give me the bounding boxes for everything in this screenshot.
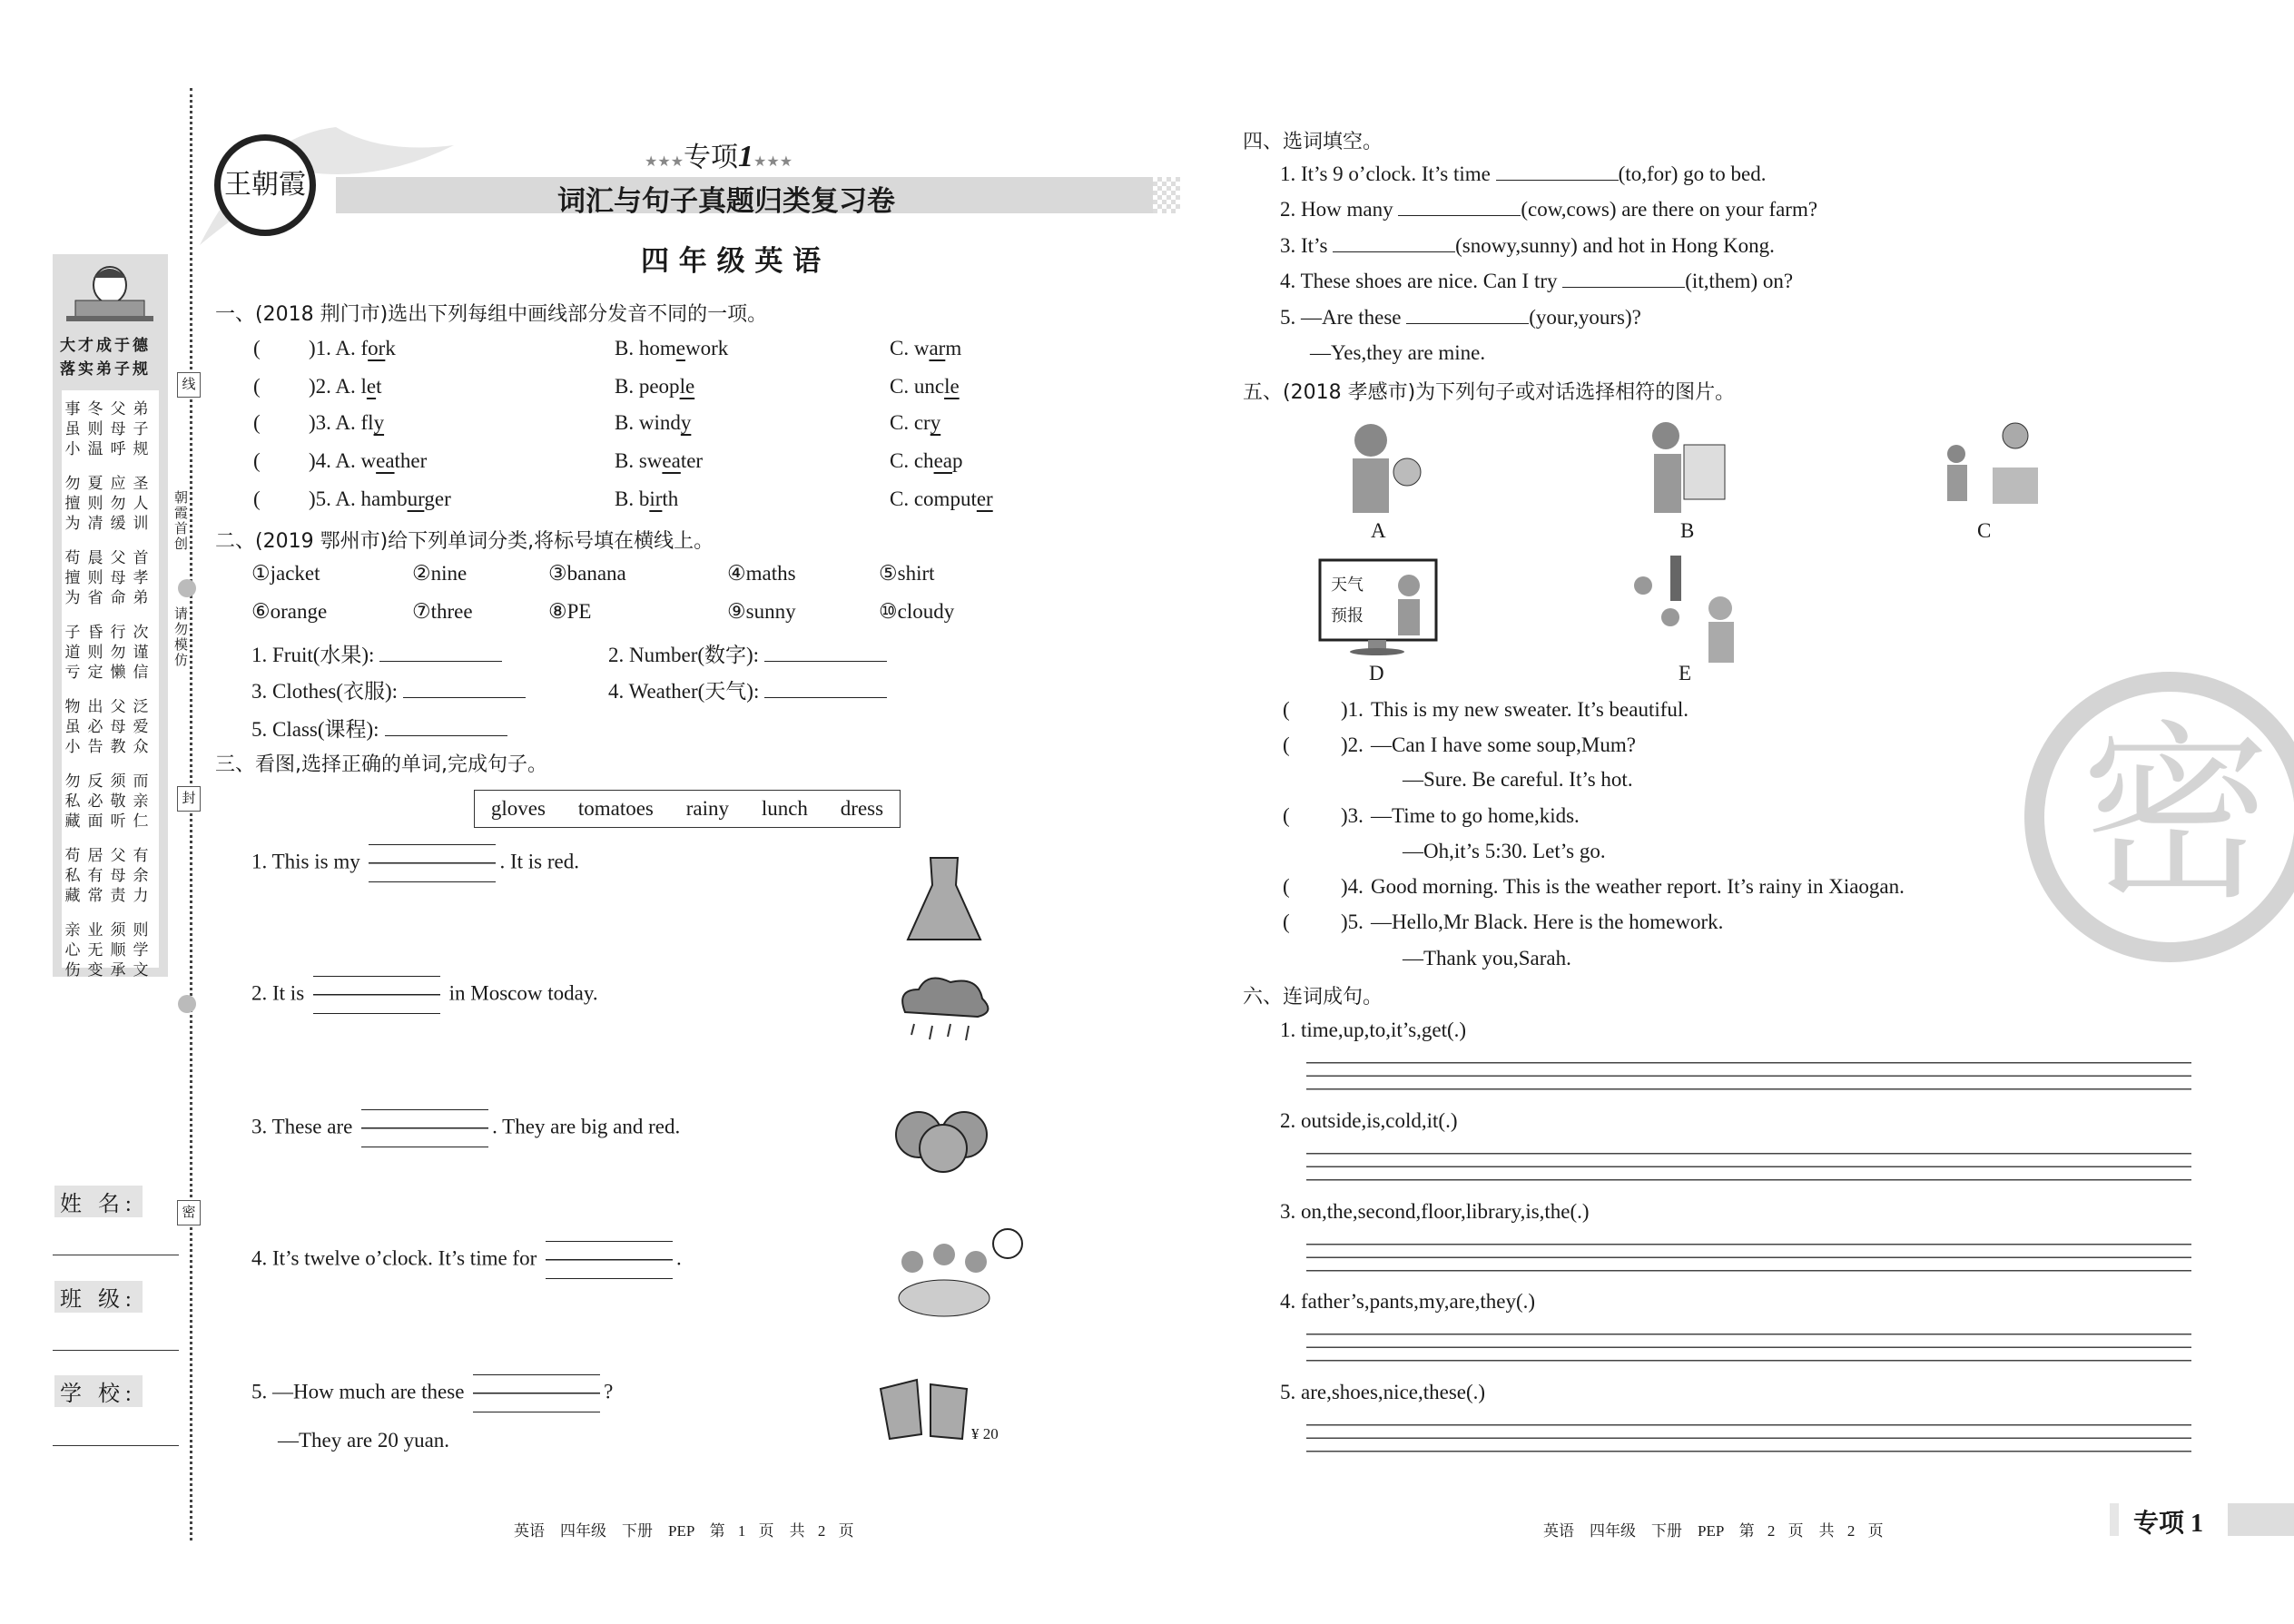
poem-line: 苟晨父首 bbox=[64, 549, 156, 566]
question-number: )2. A. bbox=[309, 375, 361, 398]
part5-heading: 五、(2018 孝感市)为下列句子或对话选择相符的图片。 bbox=[1243, 381, 1736, 404]
word-item: ⑧PE bbox=[548, 600, 592, 623]
poem-line: 擅则勿人 bbox=[64, 495, 156, 512]
dialogue-line: —Oh,it’s 5:30. Let’s go. bbox=[1403, 840, 1606, 862]
question-text: 5. —Are these bbox=[1280, 306, 1407, 329]
fill-in-question bbox=[1280, 162, 1767, 186]
seal-icon bbox=[178, 579, 196, 597]
answer-blank[interactable] bbox=[764, 681, 887, 698]
word-part: B. wind bbox=[615, 411, 681, 434]
poem-line: 心无顺学 bbox=[64, 941, 156, 959]
scrambled-words: 4. father’s,pants,my,are,they(.) bbox=[1280, 1290, 1536, 1313]
word-part: B. peop bbox=[615, 375, 680, 398]
margin-tag: 封 bbox=[177, 786, 201, 812]
word-part: ter bbox=[680, 449, 704, 472]
dialogue-line: —Can I have some soup,Mum? bbox=[1371, 733, 1636, 756]
poem-line: 私有母余 bbox=[64, 867, 156, 884]
checker-decoration bbox=[1153, 177, 1180, 213]
margin-tag: 线 bbox=[177, 372, 201, 398]
margin-tag: 密 bbox=[177, 1200, 201, 1225]
question-3-4 bbox=[251, 1241, 682, 1279]
question-text: 2. How many bbox=[1280, 198, 1399, 221]
question-3-3 bbox=[251, 1109, 680, 1147]
question-text: ? bbox=[604, 1380, 614, 1403]
option-c[interactable] bbox=[890, 337, 961, 360]
word-part: f bbox=[360, 337, 369, 359]
underlined-letters: ar bbox=[929, 337, 946, 359]
answer-paren[interactable]: ( bbox=[253, 337, 261, 359]
question-number: )4. bbox=[1341, 875, 1364, 898]
fill-in-question bbox=[1280, 198, 1817, 221]
category-label: 2. Number(数字): bbox=[608, 644, 760, 666]
scrambled-words: 2. outside,is,cold,it(.) bbox=[1280, 1109, 1458, 1132]
scrambled-words: 5. are,shoes,nice,these(.) bbox=[1280, 1381, 1486, 1403]
word-part: hamb bbox=[360, 487, 408, 510]
word-part: C. comput bbox=[890, 487, 977, 510]
dialogue-line: —Hello,Mr Black. Here is the homework. bbox=[1371, 910, 1724, 933]
corner-tab-label: 专项 1 bbox=[2133, 1510, 2204, 1538]
answer-blank[interactable] bbox=[546, 1241, 673, 1279]
category-row bbox=[608, 674, 887, 704]
option-c[interactable] bbox=[890, 411, 940, 435]
underlined-letters: y bbox=[373, 411, 385, 434]
underlined-letters: er bbox=[976, 487, 993, 510]
logo-text: 王朝霞 bbox=[224, 169, 306, 201]
category-row bbox=[608, 638, 887, 668]
word-bank-item: gloves bbox=[490, 797, 546, 820]
footer-left: 英语 四年级 下册 PEP 第 1 页 共 2 页 bbox=[514, 1522, 854, 1540]
poem-line: 苟居父有 bbox=[64, 847, 156, 864]
secret-watermark bbox=[2024, 672, 2294, 962]
question-number: )5. A. bbox=[309, 487, 361, 510]
question-number: )1. A. bbox=[309, 337, 361, 359]
category-row bbox=[251, 674, 526, 704]
word-part: B. sw bbox=[615, 449, 663, 472]
poem-line: 为省命弟 bbox=[64, 589, 156, 606]
option-a[interactable] bbox=[309, 449, 427, 473]
school-field[interactable] bbox=[53, 1445, 179, 1446]
word-bank-item: tomatoes bbox=[577, 797, 654, 820]
question-number: )5. bbox=[1341, 910, 1364, 933]
question-number: )2. bbox=[1341, 733, 1364, 756]
page-subtitle: 四 年 级 英 语 bbox=[641, 245, 822, 278]
dizigui-poem bbox=[62, 390, 159, 979]
question-number: )3. bbox=[1341, 804, 1364, 827]
stars-icon: ★★★ bbox=[645, 154, 684, 170]
answer-paren[interactable]: ( bbox=[1283, 910, 1290, 933]
brand-logo bbox=[214, 134, 316, 236]
part4-heading: 四、选词填空。 bbox=[1243, 131, 1383, 153]
class-field[interactable] bbox=[53, 1350, 179, 1351]
answer-blank[interactable] bbox=[1406, 307, 1529, 324]
question-text: (snowy,sunny) and hot in Hong Kong. bbox=[1455, 234, 1775, 257]
writing-lines[interactable] bbox=[1306, 1322, 2191, 1362]
underlined-letters: y bbox=[930, 411, 941, 434]
option-c[interactable] bbox=[890, 487, 993, 511]
question-text: in Moscow today. bbox=[448, 981, 598, 1005]
word-item: ⑦three bbox=[412, 600, 473, 623]
poem-line: 伤变承文 bbox=[64, 961, 156, 979]
class-label: 班 级: bbox=[54, 1281, 143, 1313]
question-text: . It is red. bbox=[499, 850, 579, 873]
question-text: 1. This is my bbox=[251, 850, 360, 873]
option-b[interactable] bbox=[615, 375, 694, 399]
answer-blank[interactable] bbox=[385, 719, 507, 736]
question-text: 4. These shoes are nice. Can I try bbox=[1280, 270, 1563, 292]
answer-blank[interactable] bbox=[361, 1109, 488, 1147]
motto-line: 大才成于德 bbox=[60, 337, 151, 355]
part6-heading: 六、连词成句。 bbox=[1243, 986, 1383, 1009]
picture-label: B bbox=[1680, 519, 1695, 542]
word-bank-item: dress bbox=[840, 797, 884, 820]
poem-line: 虽必母爱 bbox=[64, 718, 156, 735]
poem-line: 物出父泛 bbox=[64, 698, 156, 715]
poem-stanza bbox=[62, 548, 159, 608]
word-part: th bbox=[662, 487, 679, 510]
watermark-text: 密 bbox=[2081, 712, 2272, 922]
question-3-1 bbox=[251, 844, 579, 882]
tomatoes-picture bbox=[891, 1103, 996, 1176]
question-3-5 bbox=[251, 1374, 613, 1412]
option-a[interactable] bbox=[309, 411, 384, 435]
word-bank-item: lunch bbox=[761, 797, 808, 820]
category-label: 1. Fruit(水果): bbox=[251, 644, 375, 666]
category-row bbox=[251, 638, 502, 668]
picture-label: D bbox=[1369, 662, 1384, 684]
seal-icon bbox=[178, 995, 196, 1013]
word-part: B. b bbox=[615, 487, 650, 510]
option-b[interactable] bbox=[615, 449, 703, 473]
page-title: 词汇与句子真题归类复习卷 bbox=[557, 185, 895, 218]
answer-paren[interactable]: ( bbox=[253, 411, 261, 434]
picture-c-homework bbox=[1934, 418, 2038, 508]
scholar-illustration-icon bbox=[53, 260, 168, 332]
word-part: work bbox=[684, 337, 729, 359]
poem-line: 擅则母孝 bbox=[64, 569, 156, 586]
fill-in-question bbox=[1280, 270, 1793, 293]
question-text: 3. These are bbox=[251, 1115, 353, 1138]
dialogue-line: —Time to go home,kids. bbox=[1371, 804, 1580, 827]
underlined-letters: le bbox=[944, 375, 960, 398]
part3-heading: 三、看图,选择正确的单词,完成句子。 bbox=[215, 753, 547, 776]
answer-paren[interactable]: ( bbox=[253, 375, 261, 398]
word-part: C. ch bbox=[890, 449, 934, 472]
answer-blank[interactable] bbox=[1562, 271, 1685, 288]
word-part: ther bbox=[394, 449, 428, 472]
answer-blank[interactable] bbox=[369, 844, 496, 882]
poem-stanza bbox=[62, 623, 159, 683]
category-label: 5. Class(课程): bbox=[251, 718, 379, 741]
word-item: ②nine bbox=[412, 562, 468, 585]
gloves-picture bbox=[876, 1371, 985, 1443]
word-part: k bbox=[385, 337, 396, 359]
option-c[interactable] bbox=[890, 449, 962, 473]
dialogue-line: —Sure. Be careful. It’s hot. bbox=[1403, 768, 1633, 791]
answer-paren[interactable]: ( bbox=[1283, 733, 1290, 756]
word-part: C. w bbox=[890, 337, 930, 359]
dialogue-line: Good morning. This is the weather report. It’s rainy in Xiaogan. bbox=[1371, 875, 1905, 898]
word-part: C. unc bbox=[890, 375, 945, 398]
question-text: 2. It is bbox=[251, 981, 305, 1005]
underlined-letters: ea bbox=[662, 449, 681, 472]
name-label: 姓 名: bbox=[54, 1186, 143, 1217]
poem-line: 亏定懒信 bbox=[64, 664, 156, 681]
poem-line: 小告教众 bbox=[64, 738, 156, 755]
tv-text: 预报 bbox=[1331, 606, 1364, 625]
picture-label: C bbox=[1977, 519, 1992, 542]
answer-blank[interactable] bbox=[379, 645, 502, 662]
dialogue-line: This is my new sweater. It’s beautiful. bbox=[1371, 698, 1689, 721]
poem-line: 虽则母子 bbox=[64, 420, 156, 438]
poem-line: 藏常责力 bbox=[64, 887, 156, 904]
writing-lines[interactable] bbox=[1306, 1050, 2191, 1090]
writing-lines[interactable] bbox=[1306, 1232, 2191, 1272]
word-part: p bbox=[951, 449, 963, 472]
category-label: 3. Clothes(衣服): bbox=[251, 680, 398, 703]
poem-line: 为凊缓训 bbox=[64, 515, 156, 532]
question-text: (it,them) on? bbox=[1685, 270, 1794, 292]
poem-stanza bbox=[62, 697, 159, 757]
picture-label: A bbox=[1371, 519, 1386, 542]
tv-text: 天气 bbox=[1331, 576, 1364, 595]
answer-blank[interactable] bbox=[403, 681, 526, 698]
question-3-2 bbox=[251, 976, 598, 1014]
underlined-letters: ea bbox=[933, 449, 952, 472]
school-label: 学 校: bbox=[54, 1375, 143, 1407]
margin-note: 朝霞首创 bbox=[172, 490, 187, 552]
poem-line: 子昏行次 bbox=[64, 624, 156, 641]
picture-a-soup bbox=[1330, 418, 1430, 517]
binding-line bbox=[190, 88, 192, 1540]
word-item: ⑤shirt bbox=[879, 562, 935, 585]
answer-blank[interactable] bbox=[313, 976, 440, 1014]
stars-icon: ★★★ bbox=[753, 154, 793, 170]
poem-line: 藏面听仁 bbox=[64, 812, 156, 830]
question-text: (cow,cows) are there on your farm? bbox=[1521, 198, 1818, 221]
option-a[interactable] bbox=[309, 375, 382, 399]
scrambled-words: 3. on,the,second,floor,library,is,the(.) bbox=[1280, 1200, 1590, 1223]
part4-reply: —Yes,they are mine. bbox=[1310, 341, 1486, 364]
question-text: 3. It’s bbox=[1280, 234, 1334, 257]
underlined-letters: e bbox=[366, 375, 377, 398]
answer-blank[interactable] bbox=[764, 645, 887, 662]
word-part: t bbox=[376, 375, 382, 398]
picture-b-sweater bbox=[1643, 418, 1734, 517]
dialogue-line: —Thank you,Sarah. bbox=[1403, 947, 1571, 969]
answer-paren[interactable]: ( bbox=[1283, 804, 1290, 827]
part1-heading: 一、(2018 荆门市)选出下列每组中画线部分发音不同的一项。 bbox=[215, 303, 768, 326]
price-tag: ¥ 20 bbox=[971, 1425, 999, 1442]
underlined-letters: ir bbox=[649, 487, 663, 510]
word-item: ④maths bbox=[727, 562, 796, 585]
poem-stanza bbox=[62, 846, 159, 906]
underlined-letters: or bbox=[368, 337, 386, 359]
underlined-letters: y bbox=[680, 411, 692, 434]
rain-cloud-picture bbox=[891, 971, 996, 1048]
word-part: B. hom bbox=[615, 337, 676, 359]
option-a[interactable] bbox=[309, 487, 451, 511]
series-label bbox=[645, 134, 793, 174]
poem-line: 亲业须则 bbox=[64, 921, 156, 939]
writing-lines[interactable] bbox=[1306, 1141, 2191, 1181]
answer-paren[interactable]: ( bbox=[1283, 875, 1290, 898]
word-bank-item: rainy bbox=[685, 797, 729, 820]
question-number: )3. A. bbox=[309, 411, 361, 434]
word-bank bbox=[474, 790, 901, 828]
option-a[interactable] bbox=[309, 337, 396, 360]
poem-line: 勿夏应圣 bbox=[64, 475, 156, 492]
fill-in-question bbox=[1280, 306, 1641, 330]
question-text: . bbox=[676, 1246, 682, 1270]
question-number: )4. A. bbox=[309, 449, 361, 472]
word-item: ⑨sunny bbox=[727, 600, 796, 623]
picture-label: E bbox=[1679, 662, 1692, 684]
word-part: m bbox=[945, 337, 962, 359]
question-text: 4. It’s twelve o’clock. It’s time for bbox=[251, 1246, 537, 1270]
poem-stanza bbox=[62, 920, 159, 980]
margin-note: 请勿模仿 bbox=[172, 606, 187, 668]
answer-paren[interactable]: ( bbox=[253, 487, 261, 510]
underlined-letters: ea bbox=[376, 449, 395, 472]
underlined-letters: e bbox=[675, 337, 685, 359]
answer-paren[interactable]: ( bbox=[1283, 698, 1290, 721]
question-text: . They are big and red. bbox=[492, 1115, 681, 1138]
question-text: (your,yours)? bbox=[1529, 306, 1641, 329]
scrambled-words: 1. time,up,to,it’s,get(.) bbox=[1280, 1019, 1467, 1041]
poem-line: 道则勿谨 bbox=[64, 644, 156, 661]
footer-right: 英语 四年级 下册 PEP 第 2 页 共 2 页 bbox=[1543, 1522, 1884, 1540]
series-number: 1 bbox=[738, 140, 754, 173]
word-item: ③banana bbox=[548, 562, 626, 585]
answer-blank[interactable] bbox=[1496, 163, 1619, 181]
word-item: ①jacket bbox=[251, 562, 320, 585]
poem-stanza bbox=[62, 399, 159, 459]
word-part: fl bbox=[360, 411, 374, 434]
category-row bbox=[251, 713, 507, 743]
question-3-5-reply: —They are 20 yuan. bbox=[278, 1429, 450, 1452]
option-c[interactable] bbox=[890, 375, 960, 399]
series-text: 专项 bbox=[684, 143, 739, 172]
question-text: 5. —How much are these bbox=[251, 1380, 465, 1403]
poem-line: 勿反须而 bbox=[64, 773, 156, 790]
dress-picture bbox=[903, 853, 985, 944]
option-b[interactable] bbox=[615, 411, 691, 435]
word-part: C. cr bbox=[890, 411, 930, 434]
underlined-letters: le bbox=[679, 375, 695, 398]
poem-line: 私必敬亲 bbox=[64, 792, 156, 810]
family-lunch-picture bbox=[881, 1225, 1026, 1330]
fill-in-question bbox=[1280, 234, 1775, 258]
word-part: ger bbox=[424, 487, 451, 510]
poem-line: 小温呼规 bbox=[64, 440, 156, 458]
answer-blank[interactable] bbox=[1398, 199, 1521, 216]
category-label: 4. Weather(天气): bbox=[608, 680, 760, 703]
question-text: (to,for) go to bed. bbox=[1618, 162, 1767, 185]
poem-stanza bbox=[62, 772, 159, 832]
poem-stanza bbox=[62, 474, 159, 534]
poem-line: 事冬父弟 bbox=[64, 400, 156, 418]
question-number: )1. bbox=[1341, 698, 1364, 721]
question-text: 1. It’s 9 o’clock. It’s time bbox=[1280, 162, 1496, 185]
underlined-letters: ur bbox=[407, 487, 425, 510]
word-item: ⑥orange bbox=[251, 600, 328, 623]
option-b[interactable] bbox=[615, 337, 728, 360]
part2-heading: 二、(2019 鄂州市)给下列单词分类,将标号填在横线上。 bbox=[215, 530, 714, 553]
option-b[interactable] bbox=[615, 487, 678, 511]
answer-blank[interactable] bbox=[1333, 235, 1455, 252]
word-part: l bbox=[360, 375, 367, 398]
answer-paren[interactable]: ( bbox=[253, 449, 261, 472]
answer-blank[interactable] bbox=[473, 1374, 600, 1412]
word-part: w bbox=[360, 449, 377, 472]
word-item: ⑩cloudy bbox=[879, 600, 955, 623]
writing-lines[interactable] bbox=[1306, 1412, 2191, 1452]
motto-line: 落实弟子规 bbox=[60, 360, 151, 379]
picture-e-go-home bbox=[1625, 554, 1743, 663]
